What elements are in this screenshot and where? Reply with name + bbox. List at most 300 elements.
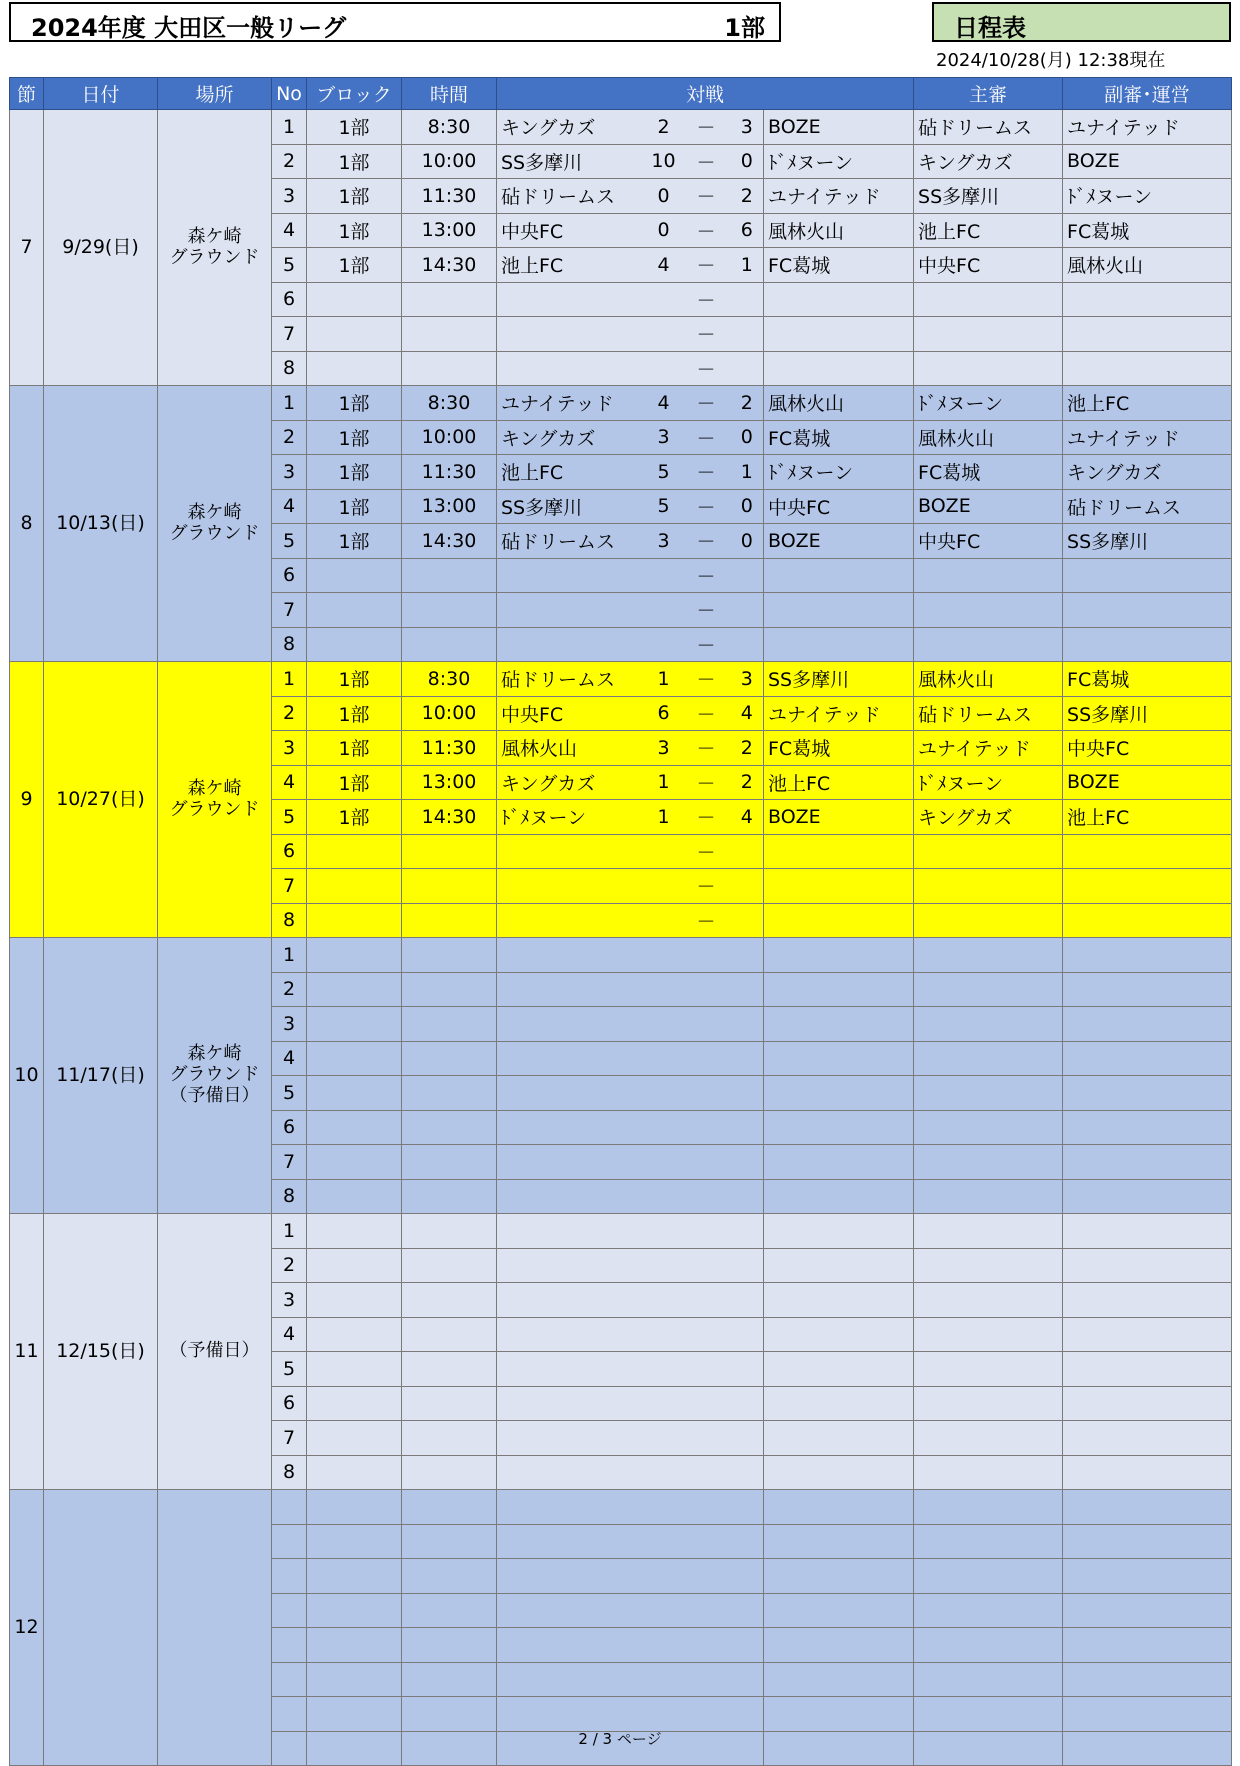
away-team bbox=[764, 1697, 914, 1732]
away-team: 中央FC bbox=[764, 489, 914, 524]
referee bbox=[914, 903, 1063, 938]
away-score: 0 bbox=[731, 420, 764, 455]
schedule-body bbox=[10, 110, 1232, 1766]
venue-line: グラウンド bbox=[169, 798, 260, 820]
round-date: 10/27(日) bbox=[44, 662, 158, 938]
home-score bbox=[646, 1455, 682, 1490]
referee bbox=[914, 834, 1063, 869]
block: 1部 bbox=[307, 248, 402, 283]
away-score bbox=[731, 1386, 764, 1421]
away-score bbox=[731, 1145, 764, 1180]
match-no bbox=[272, 1524, 307, 1559]
block bbox=[307, 1214, 402, 1249]
score-dash: － bbox=[682, 455, 731, 490]
match-no: 3 bbox=[272, 1283, 307, 1318]
away-team bbox=[764, 1076, 914, 1111]
block: 1部 bbox=[307, 213, 402, 248]
away-score bbox=[731, 627, 764, 662]
home-team bbox=[497, 1593, 646, 1628]
home-team bbox=[497, 1041, 646, 1076]
referee bbox=[914, 1110, 1063, 1145]
round-date: 9/29(日) bbox=[44, 110, 158, 386]
time: 8:30 bbox=[402, 662, 497, 697]
home-team bbox=[497, 1559, 646, 1594]
time bbox=[402, 1421, 497, 1456]
page-number: 2 / 3 ページ bbox=[578, 1730, 662, 1748]
assistant-referee bbox=[1063, 1455, 1232, 1490]
home-team bbox=[497, 1145, 646, 1180]
assistant-referee bbox=[1063, 282, 1232, 317]
block bbox=[307, 1352, 402, 1387]
venue-line: （予備日） bbox=[169, 1084, 260, 1106]
score-dash: － bbox=[682, 524, 731, 559]
away-team: ﾄﾞﾒヌーン bbox=[764, 144, 914, 179]
score-dash bbox=[682, 1662, 731, 1697]
col-round: 節 bbox=[10, 78, 44, 110]
time bbox=[402, 351, 497, 386]
assistant-referee bbox=[1063, 869, 1232, 904]
score-dash bbox=[682, 1007, 731, 1042]
home-team bbox=[497, 903, 646, 938]
away-score: 6 bbox=[731, 213, 764, 248]
referee bbox=[914, 1352, 1063, 1387]
referee: BOZE bbox=[914, 489, 1063, 524]
match-no: 1 bbox=[272, 662, 307, 697]
home-score bbox=[646, 558, 682, 593]
time bbox=[402, 1041, 497, 1076]
time bbox=[402, 1283, 497, 1318]
venue-line: （予備日） bbox=[169, 1340, 260, 1362]
time bbox=[402, 1110, 497, 1145]
match-no bbox=[272, 1628, 307, 1663]
home-score bbox=[646, 1386, 682, 1421]
match-no: 2 bbox=[272, 1248, 307, 1283]
away-team bbox=[764, 1248, 914, 1283]
score-dash bbox=[682, 1524, 731, 1559]
match-no: 5 bbox=[272, 800, 307, 835]
away-team bbox=[764, 1214, 914, 1249]
col-date: 日付 bbox=[44, 78, 158, 110]
score-dash: － bbox=[682, 317, 731, 352]
match-no: 4 bbox=[272, 489, 307, 524]
time bbox=[402, 1007, 497, 1042]
referee: キングカズ bbox=[914, 800, 1063, 835]
match-no: 7 bbox=[272, 593, 307, 628]
time bbox=[402, 1179, 497, 1214]
assistant-referee bbox=[1063, 1490, 1232, 1525]
schedule-table bbox=[9, 77, 1232, 1766]
block bbox=[307, 1490, 402, 1525]
block: 1部 bbox=[307, 110, 402, 145]
time bbox=[402, 1352, 497, 1387]
block bbox=[307, 1386, 402, 1421]
score-dash: － bbox=[682, 903, 731, 938]
referee bbox=[914, 1559, 1063, 1594]
table-row bbox=[10, 386, 1232, 421]
away-score: 1 bbox=[731, 248, 764, 283]
away-team: 風林火山 bbox=[764, 213, 914, 248]
away-team bbox=[764, 834, 914, 869]
away-team bbox=[764, 282, 914, 317]
match-no: 3 bbox=[272, 179, 307, 214]
round-date: 12/15(日) bbox=[44, 1214, 158, 1490]
score-dash: － bbox=[682, 489, 731, 524]
assistant-referee: キングカズ bbox=[1063, 455, 1232, 490]
home-team bbox=[497, 834, 646, 869]
referee bbox=[914, 938, 1063, 973]
away-score: 2 bbox=[731, 765, 764, 800]
score-dash: － bbox=[682, 696, 731, 731]
home-score bbox=[646, 903, 682, 938]
block bbox=[307, 834, 402, 869]
match-no: 3 bbox=[272, 455, 307, 490]
away-score: 3 bbox=[731, 110, 764, 145]
match-no: 1 bbox=[272, 386, 307, 421]
away-score: 0 bbox=[731, 144, 764, 179]
away-score bbox=[731, 1421, 764, 1456]
match-no: 8 bbox=[272, 1179, 307, 1214]
away-score bbox=[731, 1524, 764, 1559]
score-dash: － bbox=[682, 248, 731, 283]
col-referee: 主審 bbox=[914, 78, 1063, 110]
assistant-referee bbox=[1063, 1421, 1232, 1456]
match-no: 3 bbox=[272, 1007, 307, 1042]
away-team bbox=[764, 351, 914, 386]
home-team: 風林火山 bbox=[497, 731, 646, 766]
time bbox=[402, 1559, 497, 1594]
score-dash bbox=[682, 1352, 731, 1387]
block bbox=[307, 1007, 402, 1042]
referee bbox=[914, 1662, 1063, 1697]
block: 1部 bbox=[307, 765, 402, 800]
time: 14:30 bbox=[402, 524, 497, 559]
score-dash: － bbox=[682, 662, 731, 697]
away-score: 0 bbox=[731, 489, 764, 524]
away-team bbox=[764, 903, 914, 938]
assistant-referee bbox=[1063, 558, 1232, 593]
score-dash bbox=[682, 1110, 731, 1145]
home-team: キングカズ bbox=[497, 420, 646, 455]
away-score bbox=[731, 1041, 764, 1076]
match-no bbox=[272, 1697, 307, 1732]
assistant-referee: 池上FC bbox=[1063, 386, 1232, 421]
away-score: 1 bbox=[731, 455, 764, 490]
score-dash bbox=[682, 1628, 731, 1663]
time: 8:30 bbox=[402, 110, 497, 145]
match-no: 5 bbox=[272, 1352, 307, 1387]
match-no: 5 bbox=[272, 1076, 307, 1111]
round-venue bbox=[158, 1490, 272, 1766]
away-team: 風林火山 bbox=[764, 386, 914, 421]
match-no: 6 bbox=[272, 1386, 307, 1421]
score-dash: － bbox=[682, 869, 731, 904]
home-score bbox=[646, 1110, 682, 1145]
home-team bbox=[497, 1352, 646, 1387]
time: 11:30 bbox=[402, 179, 497, 214]
away-team: BOZE bbox=[764, 800, 914, 835]
away-score bbox=[731, 351, 764, 386]
home-score: 1 bbox=[646, 800, 682, 835]
home-score: 10 bbox=[646, 144, 682, 179]
assistant-referee bbox=[1063, 1145, 1232, 1180]
score-dash: － bbox=[682, 627, 731, 662]
assistant-referee bbox=[1063, 1593, 1232, 1628]
time bbox=[402, 1145, 497, 1180]
home-team bbox=[497, 1421, 646, 1456]
referee: 池上FC bbox=[914, 213, 1063, 248]
away-team bbox=[764, 627, 914, 662]
assistant-referee bbox=[1063, 351, 1232, 386]
block bbox=[307, 938, 402, 973]
home-score bbox=[646, 938, 682, 973]
score-dash: － bbox=[682, 386, 731, 421]
time bbox=[402, 1628, 497, 1663]
match-no: 3 bbox=[272, 731, 307, 766]
time bbox=[402, 1524, 497, 1559]
referee bbox=[914, 1041, 1063, 1076]
time bbox=[402, 593, 497, 628]
home-team bbox=[497, 1317, 646, 1352]
score-dash: － bbox=[682, 110, 731, 145]
away-score bbox=[731, 1593, 764, 1628]
block bbox=[307, 1421, 402, 1456]
block bbox=[307, 317, 402, 352]
away-team bbox=[764, 869, 914, 904]
block bbox=[307, 593, 402, 628]
referee bbox=[914, 317, 1063, 352]
home-team bbox=[497, 1007, 646, 1042]
match-no: 8 bbox=[272, 903, 307, 938]
score-dash: － bbox=[682, 731, 731, 766]
away-score bbox=[731, 1559, 764, 1594]
time bbox=[402, 1455, 497, 1490]
home-score bbox=[646, 869, 682, 904]
score-dash: － bbox=[682, 834, 731, 869]
match-no bbox=[272, 1490, 307, 1525]
round-venue bbox=[158, 386, 272, 662]
match-no bbox=[272, 1559, 307, 1594]
home-score: 3 bbox=[646, 524, 682, 559]
referee bbox=[914, 1283, 1063, 1318]
referee bbox=[914, 1007, 1063, 1042]
time: 13:00 bbox=[402, 765, 497, 800]
table-row bbox=[10, 662, 1232, 697]
score-dash bbox=[682, 1317, 731, 1352]
referee bbox=[914, 1421, 1063, 1456]
time bbox=[402, 317, 497, 352]
away-score bbox=[731, 1007, 764, 1042]
away-score bbox=[731, 317, 764, 352]
match-no: 4 bbox=[272, 213, 307, 248]
match-no: 7 bbox=[272, 1145, 307, 1180]
away-team bbox=[764, 593, 914, 628]
away-score: 2 bbox=[731, 386, 764, 421]
time bbox=[402, 903, 497, 938]
venue-line: 森ケ崎 bbox=[187, 1043, 242, 1065]
time bbox=[402, 1317, 497, 1352]
venue-line: 森ケ崎 bbox=[187, 501, 242, 523]
away-score bbox=[731, 1248, 764, 1283]
time: 10:00 bbox=[402, 144, 497, 179]
home-team: SS多摩川 bbox=[497, 489, 646, 524]
time: 13:00 bbox=[402, 489, 497, 524]
score-dash bbox=[682, 1214, 731, 1249]
time bbox=[402, 282, 497, 317]
assistant-referee bbox=[1063, 938, 1232, 973]
match-no: 6 bbox=[272, 834, 307, 869]
assistant-referee bbox=[1063, 1076, 1232, 1111]
away-score bbox=[731, 1490, 764, 1525]
home-team bbox=[497, 1283, 646, 1318]
block: 1部 bbox=[307, 420, 402, 455]
venue-line: グラウンド bbox=[169, 522, 260, 544]
time bbox=[402, 558, 497, 593]
home-score bbox=[646, 1041, 682, 1076]
home-team bbox=[497, 1524, 646, 1559]
home-team: 中央FC bbox=[497, 696, 646, 731]
away-score bbox=[731, 938, 764, 973]
time: 13:00 bbox=[402, 213, 497, 248]
block bbox=[307, 972, 402, 1007]
referee: 砧ドリームス bbox=[914, 696, 1063, 731]
assistant-referee bbox=[1063, 972, 1232, 1007]
home-team: ユナイテッド bbox=[497, 386, 646, 421]
match-no: 2 bbox=[272, 696, 307, 731]
round-number: 11 bbox=[10, 1214, 44, 1490]
away-team bbox=[764, 1593, 914, 1628]
block bbox=[307, 1524, 402, 1559]
block bbox=[307, 1593, 402, 1628]
assistant-referee bbox=[1063, 1214, 1232, 1249]
home-team bbox=[497, 593, 646, 628]
match-no: 7 bbox=[272, 1421, 307, 1456]
page-title: 2024年度 大田区一般リーグ bbox=[31, 14, 347, 42]
home-score: 3 bbox=[646, 420, 682, 455]
time bbox=[402, 1662, 497, 1697]
table-row bbox=[10, 1490, 1232, 1525]
score-dash: － bbox=[682, 282, 731, 317]
home-score bbox=[646, 1352, 682, 1387]
away-score bbox=[731, 1628, 764, 1663]
block: 1部 bbox=[307, 731, 402, 766]
home-team: 砧ドリームス bbox=[497, 179, 646, 214]
time bbox=[402, 1697, 497, 1732]
referee bbox=[914, 627, 1063, 662]
time bbox=[402, 627, 497, 662]
referee bbox=[914, 1076, 1063, 1111]
home-score bbox=[646, 1076, 682, 1111]
match-no: 8 bbox=[272, 1455, 307, 1490]
home-score bbox=[646, 1490, 682, 1525]
block bbox=[307, 1076, 402, 1111]
away-team: ユナイテッド bbox=[764, 696, 914, 731]
home-team bbox=[497, 938, 646, 973]
home-team: 砧ドリームス bbox=[497, 524, 646, 559]
score-dash bbox=[682, 1421, 731, 1456]
header-row bbox=[10, 78, 1232, 110]
away-score bbox=[731, 1214, 764, 1249]
block: 1部 bbox=[307, 696, 402, 731]
block bbox=[307, 1283, 402, 1318]
home-team bbox=[497, 1179, 646, 1214]
home-score bbox=[646, 1317, 682, 1352]
match-no: 4 bbox=[272, 1041, 307, 1076]
assistant-referee: 池上FC bbox=[1063, 800, 1232, 835]
assistant-referee bbox=[1063, 1248, 1232, 1283]
away-team bbox=[764, 1145, 914, 1180]
col-time: 時間 bbox=[402, 78, 497, 110]
match-no: 5 bbox=[272, 248, 307, 283]
assistant-referee bbox=[1063, 1110, 1232, 1145]
home-score bbox=[646, 1628, 682, 1663]
score-dash bbox=[682, 1145, 731, 1180]
home-team bbox=[497, 1248, 646, 1283]
away-team: FC葛城 bbox=[764, 420, 914, 455]
round-number: 7 bbox=[10, 110, 44, 386]
away-score: 4 bbox=[731, 800, 764, 835]
block bbox=[307, 869, 402, 904]
referee: 風林火山 bbox=[914, 662, 1063, 697]
as-of-timestamp: 2024/10/28(月) 12:38現在 bbox=[936, 50, 1166, 71]
home-score bbox=[646, 282, 682, 317]
assistant-referee: SS多摩川 bbox=[1063, 696, 1232, 731]
score-dash bbox=[682, 1559, 731, 1594]
time: 10:00 bbox=[402, 420, 497, 455]
away-team bbox=[764, 972, 914, 1007]
home-score bbox=[646, 972, 682, 1007]
home-team: 砧ドリームス bbox=[497, 662, 646, 697]
away-team bbox=[764, 1421, 914, 1456]
home-team: キングカズ bbox=[497, 765, 646, 800]
match-no: 8 bbox=[272, 627, 307, 662]
away-score bbox=[731, 1352, 764, 1387]
match-no: 2 bbox=[272, 144, 307, 179]
doc-type-box bbox=[932, 2, 1231, 42]
assistant-referee bbox=[1063, 1352, 1232, 1387]
home-score: 3 bbox=[646, 731, 682, 766]
home-team bbox=[497, 1628, 646, 1663]
referee bbox=[914, 351, 1063, 386]
referee: ﾄﾞﾒヌーン bbox=[914, 765, 1063, 800]
round-venue bbox=[158, 662, 272, 938]
away-score: 2 bbox=[731, 179, 764, 214]
away-team bbox=[764, 938, 914, 973]
home-score bbox=[646, 1524, 682, 1559]
referee bbox=[914, 869, 1063, 904]
table-row bbox=[10, 1214, 1232, 1249]
away-team: FC葛城 bbox=[764, 731, 914, 766]
match-no: 1 bbox=[272, 938, 307, 973]
time: 8:30 bbox=[402, 386, 497, 421]
assistant-referee: FC葛城 bbox=[1063, 662, 1232, 697]
block: 1部 bbox=[307, 489, 402, 524]
score-dash: － bbox=[682, 558, 731, 593]
round-venue bbox=[158, 938, 272, 1214]
home-team bbox=[497, 1214, 646, 1249]
round-number: 8 bbox=[10, 386, 44, 662]
doc-type-label: 日程表 bbox=[954, 14, 1026, 42]
referee: ユナイテッド bbox=[914, 731, 1063, 766]
match-no: 2 bbox=[272, 420, 307, 455]
home-score bbox=[646, 1421, 682, 1456]
home-score bbox=[646, 834, 682, 869]
home-team bbox=[497, 1662, 646, 1697]
home-score bbox=[646, 627, 682, 662]
referee bbox=[914, 1593, 1063, 1628]
title-box bbox=[9, 2, 781, 42]
away-team: ﾄﾞﾒヌーン bbox=[764, 455, 914, 490]
away-team: ユナイテッド bbox=[764, 179, 914, 214]
